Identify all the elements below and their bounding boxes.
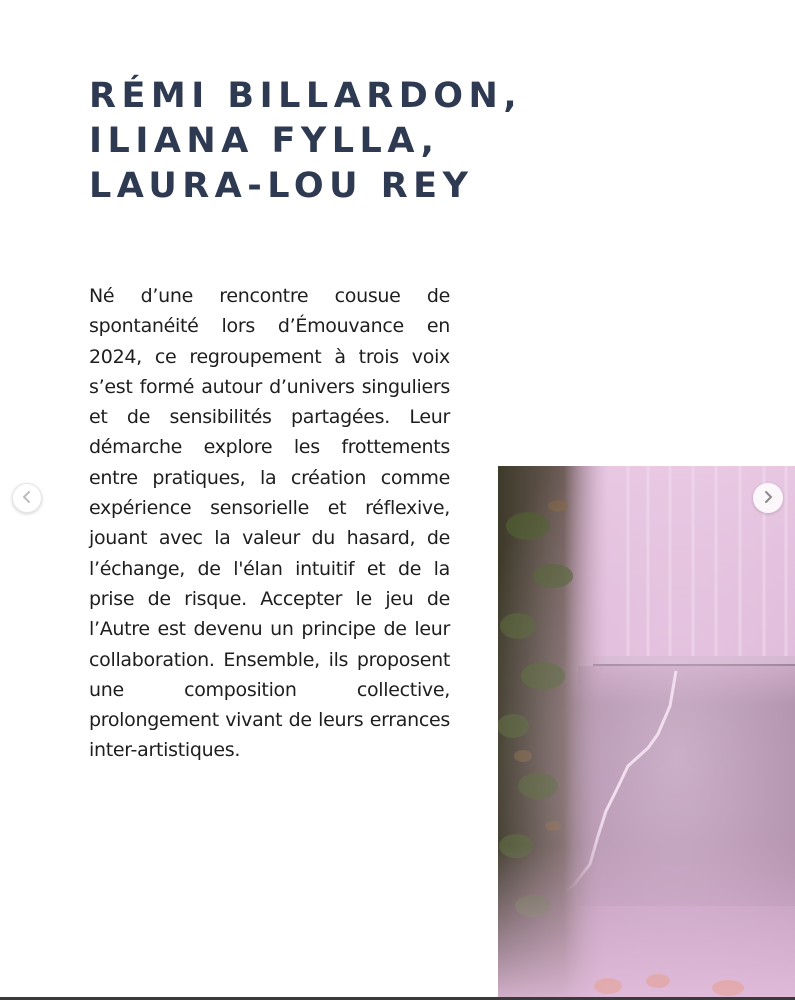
heading-line-1: RÉMI BILLARDON, [89,76,523,116]
carousel-next-button[interactable] [753,483,783,513]
description-paragraph: Né d’une rencontre cousue de spontanéité lors d’Émouvance en 2024, ce regroupement à trois voix s’est formé autour d’univers singuliers et de sensibilités partagées. Leur démarche explore les frottements entre pratiques, la création comme expérience sensorielle et réflexive, jouant avec la valeur du hasard, de l’échange, de l'élan intuitif et de la prise de risque. Accepter le jeu de l’Autre est devenu un principe de leur collaboration. Ensemble, ils proposent une composition collective, prolongement vivant de leurs errances inter-artistiques. [89,285,450,762]
heading-line-3: LAURA-LOU REY [89,166,474,206]
chevron-right-icon [762,489,774,508]
carousel-prev-button[interactable] [12,483,42,513]
artists-heading [89,74,522,209]
heading-line-2: ILIANA FYLLA, [89,121,440,161]
chevron-left-icon [21,489,33,508]
artwork-photo [498,466,795,998]
